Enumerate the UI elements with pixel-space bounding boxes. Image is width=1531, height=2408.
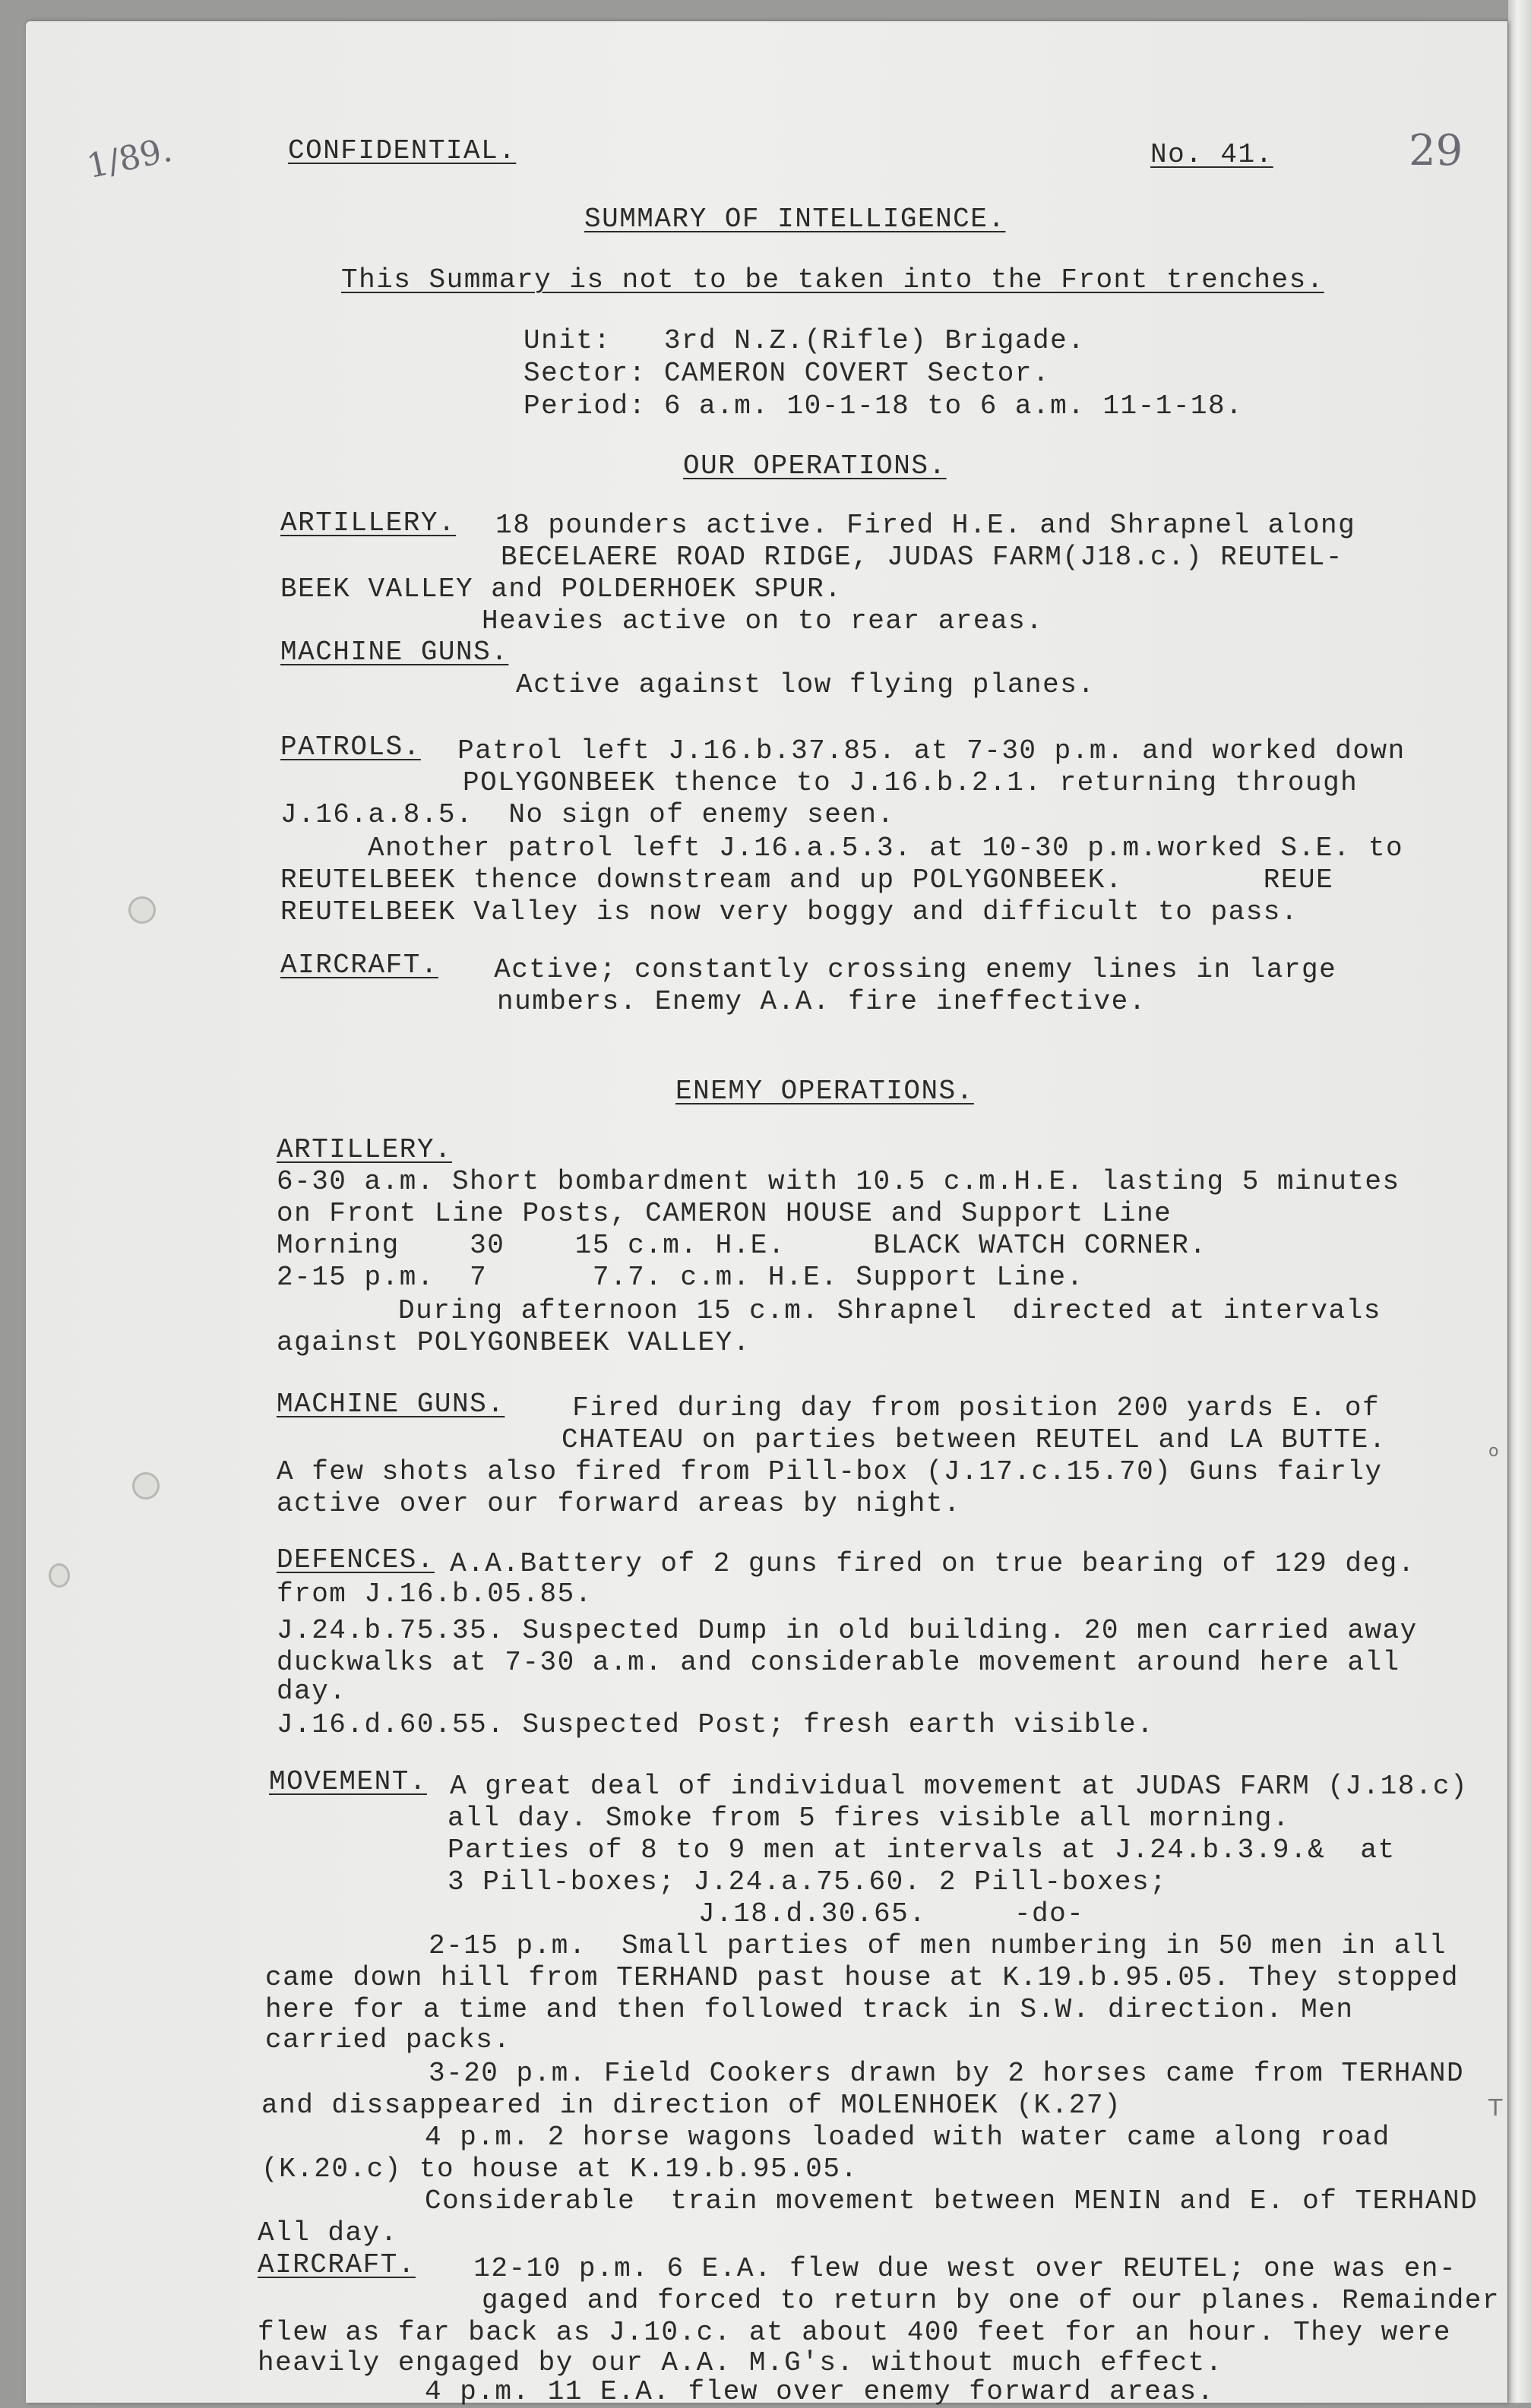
our-artillery-label: ARTILLERY. xyxy=(280,507,457,539)
enemy-artillery-text: against POLYGONBEEK VALLEY. xyxy=(277,1327,751,1358)
sector-line: Sector: CAMERON COVERT Sector. xyxy=(524,358,1051,389)
document-page xyxy=(26,21,1507,2407)
enemy-aircraft-text: 4 p.m. 11 E.A. flew over enemy forward areas. xyxy=(425,2376,1215,2407)
enemy-artillery-label: ARTILLERY. xyxy=(277,1134,453,1165)
enemy-mg-text: active over our forward areas by night. xyxy=(277,1488,962,1519)
our-operations-heading: OUR OPERATIONS. xyxy=(683,450,947,482)
enemy-artillery-text: Morning 30 15 c.m. H.E. BLACK WATCH CORNER. xyxy=(277,1230,1207,1261)
enemy-aircraft-text: flew as far back as J.10.c. at about 400 feet for an hour. They were xyxy=(258,2317,1452,2348)
enemy-artillery-text: During afternoon 15 c.m. Shrapnel directed at intervals xyxy=(398,1295,1381,1326)
defences-label: DEFENCES. xyxy=(277,1544,435,1575)
our-aircraft-text: Active; constantly crossing enemy lines in large xyxy=(459,954,1337,985)
punch-hole-middle xyxy=(132,1472,160,1499)
patrols-text: REUTELBEEK Valley is now very boggy and difficult to pass. xyxy=(280,896,1299,927)
defences-text: J.24.b.75.35. Suspected Dump in old building. 20 men carried away xyxy=(277,1615,1418,1646)
our-artillery-text: 18 pounders active. Fired H.E. and Shrapnel along xyxy=(478,510,1356,541)
margin-mark: T xyxy=(1488,2095,1503,2122)
our-aircraft-text: numbers. Enemy A.A. fire ineffective. xyxy=(497,986,1147,1017)
patrols-text: POLYGONBEEK thence to J.16.b.2.1. returning through xyxy=(463,767,1359,798)
enemy-aircraft-text: heavily engaged by our A.A. M.G's. without much effect. xyxy=(258,2347,1223,2378)
movement-text: carried packs. xyxy=(265,2024,511,2056)
stack-edge xyxy=(1508,0,1531,2403)
our-artillery-text: BECELAERE ROAD RIDGE, JUDAS FARM(J18.c.) REUTEL- xyxy=(501,542,1343,573)
defences-text: day. xyxy=(277,1676,347,1707)
enemy-artillery-text: 2-15 p.m. 7 7.7. c.m. H.E. Support Line. xyxy=(277,1262,1084,1293)
movement-text: Considerable train movement between MENIN and E. of TERHAND xyxy=(425,2185,1479,2217)
punch-hole-top xyxy=(128,896,156,924)
movement-text: all day. Smoke from 5 fires visible all morning. xyxy=(448,1803,1290,1834)
enemy-artillery-text: 6-30 a.m. Short bombardment with 10.5 c.m.H.E. lasting 5 minutes xyxy=(277,1166,1400,1197)
movement-text: J.18.d.30.65. -do- xyxy=(698,1898,1085,1929)
movement-text: (K.20.c) to house at K.19.b.95.05. xyxy=(261,2154,859,2185)
movement-text: and dissappeared in direction of MOLENHOEK (K.27) xyxy=(261,2090,1122,2121)
defences-text: from J.16.b.05.85. xyxy=(277,1578,593,1610)
enemy-mg-text: A few shots also fired from Pill-box (J.17.c.15.70) Guns fairly xyxy=(277,1456,1383,1487)
patrols-text: Patrol left J.16.b.37.85. at 7-30 p.m. and worked down xyxy=(440,735,1406,766)
our-aircraft-label: AIRCRAFT. xyxy=(280,950,438,981)
movement-text: All day. xyxy=(258,2217,398,2248)
defences-text: duckwalks at 7-30 a.m. and considerable movement around here all xyxy=(277,1647,1400,1678)
patrols-text: J.16.a.8.5. No sign of enemy seen. xyxy=(280,799,895,830)
period-line: Period: 6 a.m. 10-1-18 to 6 a.m. 11-1-18. xyxy=(524,390,1244,422)
movement-text: 4 p.m. 2 horse wagons loaded with water came along road xyxy=(425,2122,1390,2153)
enemy-artillery-text: on Front Line Posts, CAMERON HOUSE and Support Line xyxy=(277,1198,1172,1229)
our-mg-label: MACHINE GUNS. xyxy=(280,637,509,668)
distribution-notice: This Summary is not to be taken into the Front trenches. xyxy=(341,264,1324,295)
defences-text: J.16.d.60.55. Suspected Post; fresh earth visible. xyxy=(277,1709,1155,1740)
movement-text: Parties of 8 to 9 men at intervals at J.24.b.3.9.& at xyxy=(448,1834,1396,1866)
file-reference: 1/89. xyxy=(83,130,176,187)
enemy-operations-heading: ENEMY OPERATIONS. xyxy=(675,1076,974,1107)
margin-mark: o xyxy=(1488,1442,1499,1461)
movement-label: MOVEMENT. xyxy=(269,1766,427,1797)
patrols-text: REUTELBEEK thence downstream and up POLYGONBEEK. REUE xyxy=(280,864,1334,896)
our-mg-text: Active against low flying planes. xyxy=(516,669,1096,700)
patrols-label: PATROLS. xyxy=(280,732,421,763)
patrols-text: Another patrol left J.16.a.5.3. at 10-30 p.m.worked S.E. to xyxy=(368,833,1404,864)
enemy-mg-label: MACHINE GUNS. xyxy=(277,1389,505,1420)
defences-text: A.A.Battery of 2 guns fired on true bearing of 129 deg. xyxy=(432,1548,1416,1579)
movement-text: 3-20 p.m. Field Cookers drawn by 2 horses came from TERHAND xyxy=(429,2058,1465,2089)
enemy-aircraft-text: 12-10 p.m. 6 E.A. flew due west over REUTEL; one was en- xyxy=(421,2253,1457,2284)
enemy-aircraft-text: gaged and forced to return by one of our planes. Remainder xyxy=(482,2285,1501,2316)
our-artillery-text: BEEK VALLEY and POLDERHOEK SPUR. xyxy=(280,574,843,605)
enemy-mg-text: CHATEAU on parties between REUTEL and LA BUTTE. xyxy=(561,1424,1387,1455)
page-number: 29 xyxy=(1409,126,1463,175)
summary-number: No. 41. xyxy=(1150,139,1273,170)
classification-mark: CONFIDENTIAL. xyxy=(288,135,517,166)
movement-text: A great deal of individual movement at JUDAS FARM (J.18.c) xyxy=(432,1771,1469,1802)
movement-text: came down hill from TERHAND past house at K.19.b.95.05. They stopped xyxy=(265,1962,1460,1993)
enemy-aircraft-label: AIRCRAFT. xyxy=(258,2249,416,2280)
document-title: SUMMARY OF INTELLIGENCE. xyxy=(584,204,1006,235)
movement-text: here for a time and then followed track in S.W. direction. Men xyxy=(265,1994,1354,2025)
enemy-mg-text: Fired during day from position 200 yards E. of xyxy=(520,1392,1381,1424)
movement-text: 2-15 p.m. Small parties of men numbering in 50 men in all xyxy=(429,1930,1447,1961)
our-artillery-text: Heavies active on to rear areas. xyxy=(482,605,1044,637)
punch-hole-lower xyxy=(49,1563,70,1588)
unit-line: Unit: 3rd N.Z.(Rifle) Brigade. xyxy=(524,325,1086,356)
movement-text: 3 Pill-boxes; J.24.a.75.60. 2 Pill-boxes; xyxy=(448,1866,1168,1898)
